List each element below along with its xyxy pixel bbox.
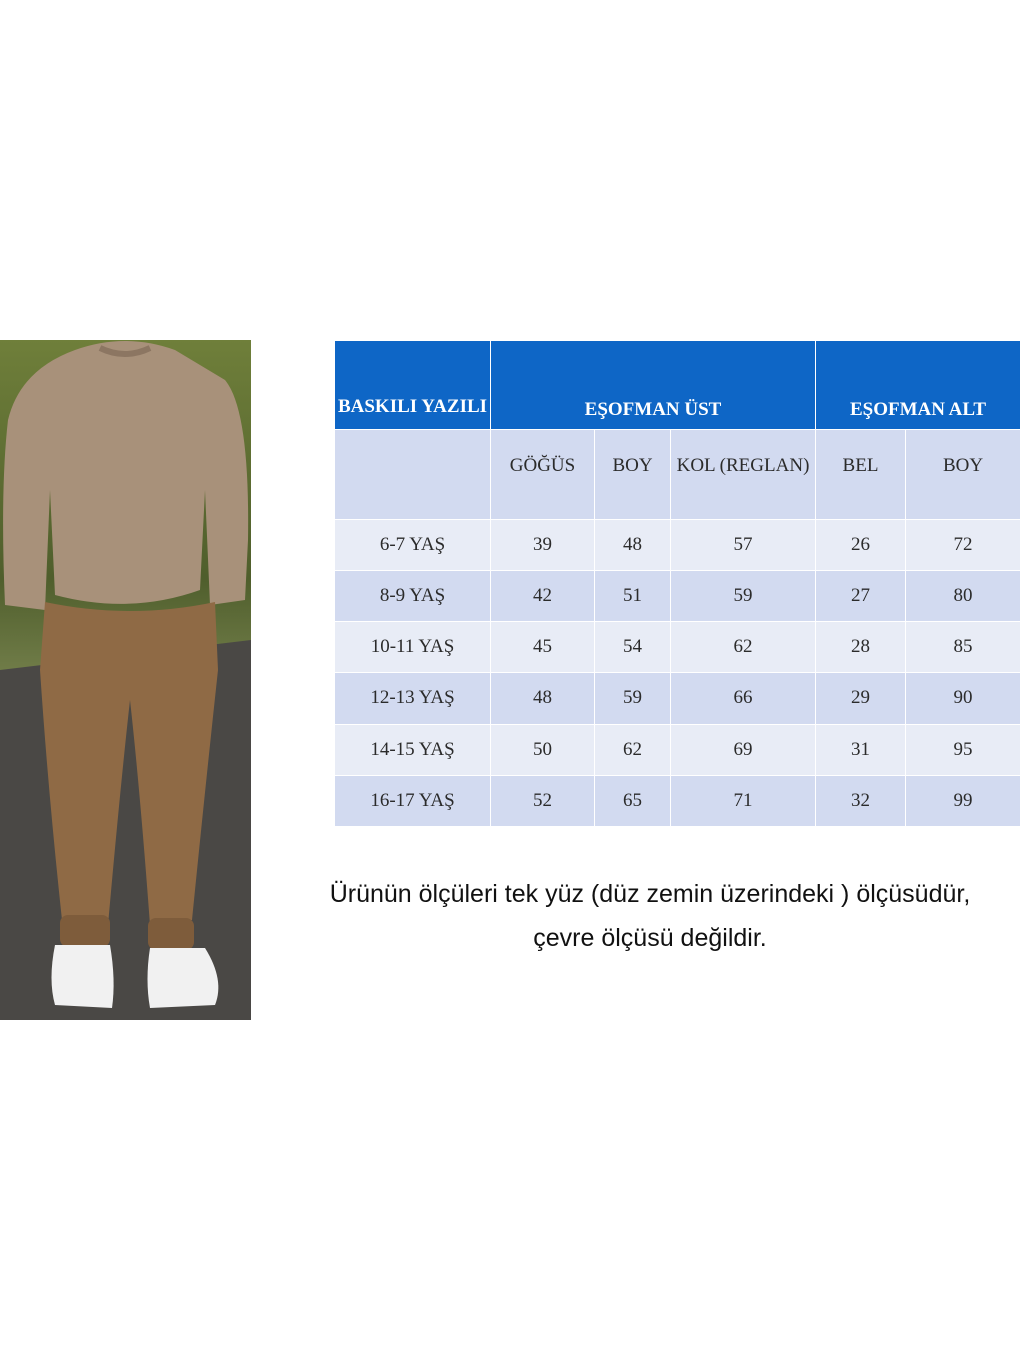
measurement-note <box>270 872 1020 960</box>
table-cell: 28 <box>816 622 906 673</box>
table-cell: 69 <box>671 724 816 775</box>
subheader-bel: BEL <box>816 430 906 519</box>
table-cell: 31 <box>816 724 906 775</box>
table-row <box>335 622 1020 673</box>
table-cell: 59 <box>595 673 671 724</box>
table-cell: 48 <box>595 519 671 570</box>
table-cell: 65 <box>595 775 671 826</box>
table-cell: 85 <box>906 622 1020 673</box>
table-cell: 39 <box>491 519 595 570</box>
size-table <box>334 340 1020 827</box>
table-cell: 57 <box>671 519 816 570</box>
size-chart <box>334 340 1020 827</box>
table-cell: 95 <box>906 724 1020 775</box>
subheader-empty <box>335 430 491 519</box>
header-esofman-ust: EŞOFMAN ÜST <box>491 341 816 430</box>
table-cell: 80 <box>906 570 1020 621</box>
note-line-2: çevre ölçüsü değildir. <box>533 924 767 952</box>
subheader-gogus: GÖĞÜS <box>491 430 595 519</box>
subheader-boy-alt: BOY <box>906 430 1020 519</box>
table-row <box>335 673 1020 724</box>
row-label: 10-11 YAŞ <box>335 622 491 673</box>
table-cell: 48 <box>491 673 595 724</box>
table-cell: 50 <box>491 724 595 775</box>
table-cell: 54 <box>595 622 671 673</box>
table-row <box>335 724 1020 775</box>
note-line-1: Ürünün ölçüleri tek yüz (düz zemin üzerindeki ) ölçüsüdür, <box>329 880 971 908</box>
header-esofman-alt: EŞOFMAN ALT <box>816 341 1020 430</box>
table-cell: 51 <box>595 570 671 621</box>
subheader-kol: KOL (REGLAN) <box>671 430 816 519</box>
table-row <box>335 519 1020 570</box>
table-cell: 71 <box>671 775 816 826</box>
table-cell: 62 <box>671 622 816 673</box>
table-cell: 26 <box>816 519 906 570</box>
table-cell: 42 <box>491 570 595 621</box>
table-cell: 27 <box>816 570 906 621</box>
table-row <box>335 775 1020 826</box>
row-label: 14-15 YAŞ <box>335 724 491 775</box>
table-cell: 62 <box>595 724 671 775</box>
table-cell: 90 <box>906 673 1020 724</box>
row-label: 16-17 YAŞ <box>335 775 491 826</box>
row-label: 8-9 YAŞ <box>335 570 491 621</box>
table-cell: 66 <box>671 673 816 724</box>
table-cell: 45 <box>491 622 595 673</box>
header-baskili-yazili: BASKILI YAZILI <box>335 341 491 430</box>
product-photo <box>0 340 251 1020</box>
table-cell: 32 <box>816 775 906 826</box>
table-cell: 99 <box>906 775 1020 826</box>
row-label: 12-13 YAŞ <box>335 673 491 724</box>
subheader-boy-ust: BOY <box>595 430 671 519</box>
table-row <box>335 570 1020 621</box>
table-cell: 72 <box>906 519 1020 570</box>
table-cell: 29 <box>816 673 906 724</box>
row-label: 6-7 YAŞ <box>335 519 491 570</box>
table-cell: 52 <box>491 775 595 826</box>
table-cell: 59 <box>671 570 816 621</box>
